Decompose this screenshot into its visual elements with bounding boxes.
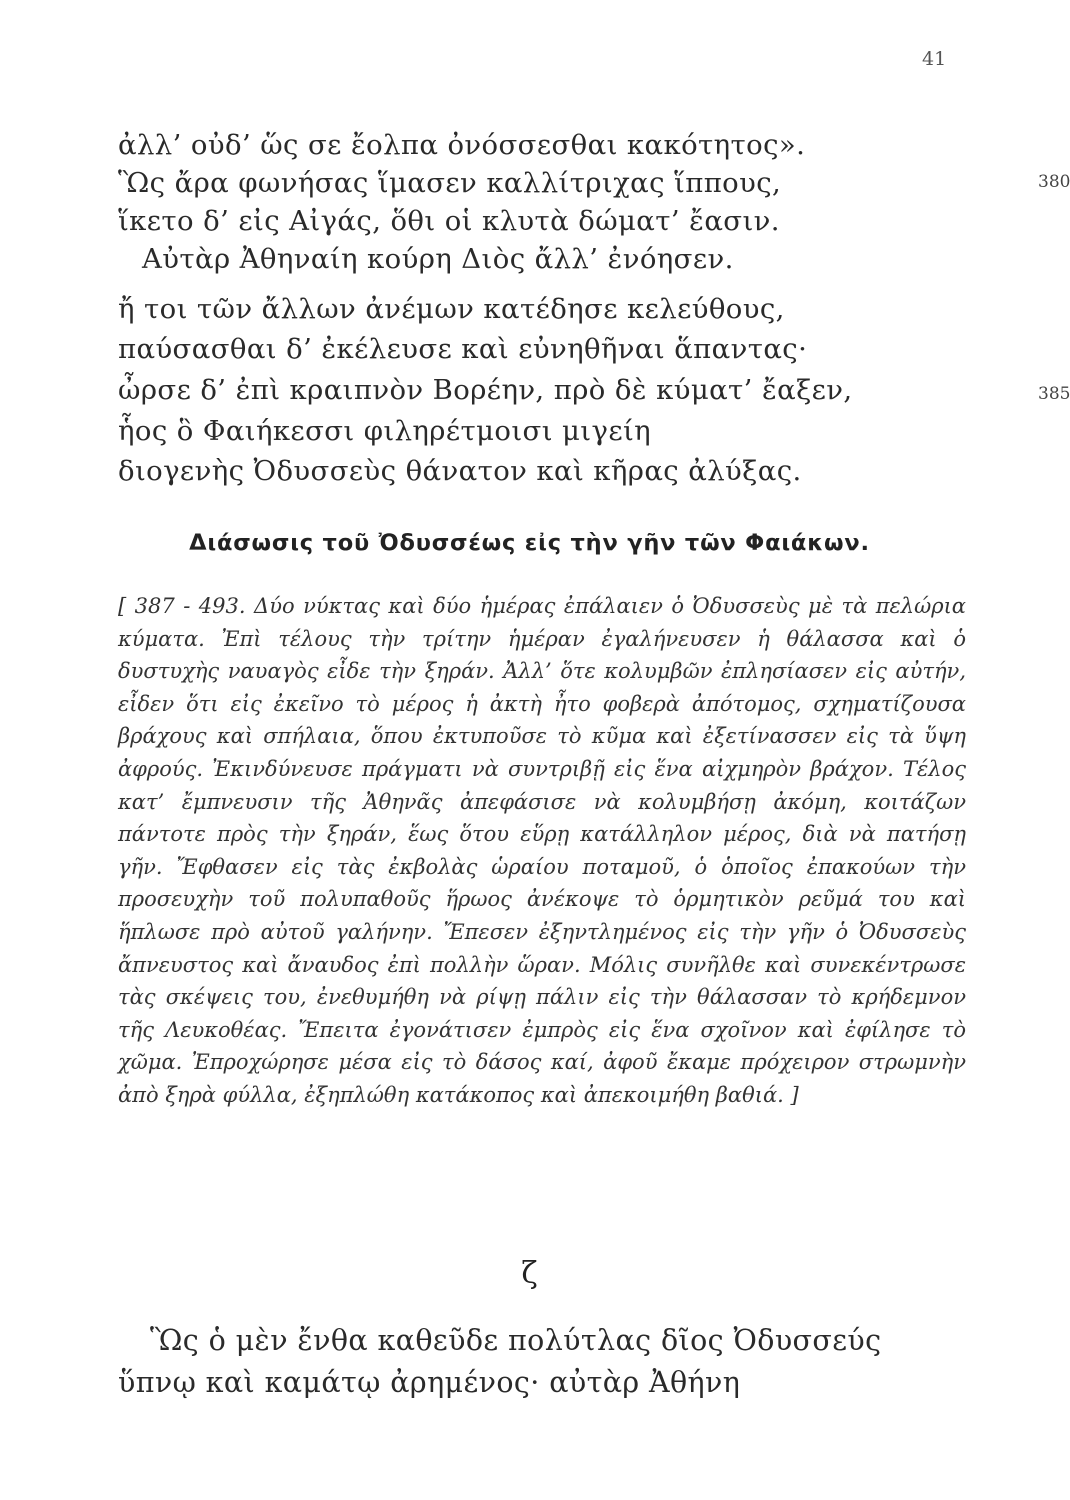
section-heading: Διάσωσις τοῦ Ὀδυσσέως εἰς τὴν γῆν τῶν Φαιάκων. bbox=[189, 530, 870, 556]
line-number: 380 bbox=[1038, 172, 1070, 192]
book-letter: ζ bbox=[521, 1256, 538, 1291]
verse-line: ἀλλ’ οὐδ’ ὥς σε ἔολπα ὀνόσσεσθαι κακότητος». bbox=[118, 129, 806, 161]
verse-line: ἤ τοι τῶν ἄλλων ἀνέμων κατέδησε κελεύθους, bbox=[118, 293, 785, 325]
verse-line: Ὣς ἄρα φωνήσας ἵμασεν καλλίτριχας ἵππους, bbox=[118, 167, 782, 199]
page-number: 41 bbox=[922, 48, 947, 70]
line-number: 385 bbox=[1038, 384, 1070, 404]
verse-line: ὦρσε δ’ ἐπὶ κραιπνὸν Βορέην, πρὸ δὲ κύματ’ ἔαξεν, bbox=[118, 374, 853, 406]
verse-line: διογενὴς Ὀδυσσεὺς θάνατον καὶ κῆρας ἀλύξας. bbox=[118, 455, 802, 487]
summary-paragraph: [ 387 - 493. Δύο νύκτας καὶ δύο ἡμέρας ἐπάλαιεν ὁ Ὀδυσσεὺς μὲ τὰ πελώρια κύματα. Ἐπὶ τέλους τὴν τρίτην ἡμέραν ἐγαλήνευσεν ἡ θάλασσα καὶ ὁ δυστυχὴς ναυαγὸς εἶδε τὴν ξηράν. Ἀλλ’ ὅτε κολυμβῶν ἐπλησίασεν εἰς αὐτήν, εἶδεν ὅτι εἰς ἐκεῖνο τὸ μέρος ἡ ἀκτὴ ἦτο φοβερὰ ἀπότομος, σχηματίζουσα βράχους καὶ σπήλαια, ὅπου ἐκτυποῦσε τὸ κῦμα καὶ ἐξετίνασσεν εἰς τὰ ὕψη ἀφρούς. Ἐκινδύνευσε πράγματι νὰ συντριβῇ εἰς ἕνα αἰχμηρὸν βράχον. Τέλος κατ’ ἔμπνευσιν τῆς Ἀθηνᾶς ἀπεφάσισε νὰ κολυμβήσῃ ἀκόμη, κοιτάζων πάντοτε πρὸς τὴν ξηράν, ἕως ὅτου εὕρῃ κατάλληλον μέρος, διὰ νὰ πατήσῃ γῆν. Ἔφθασεν εἰς τὰς ἐκβολὰς ὡραίου ποταμοῦ, ὁ ὁποῖος ἐπακούων τὴν προσευχὴν τοῦ πολυπαθοῦς ἥρωος ἀνέκοψε τὸ ὁρμητικὸν ρεῦμά του καὶ ἥπλωσε πρὸ αὐτοῦ γαλήνην. Ἔπεσεν ἐξηντλημένος εἰς τὴν γῆν ὁ Ὀδυσσεὺς ἄπνευστος καὶ ἄναυδος ἐπὶ πολλὴν ὥραν. Μόλις συνῆλθε καὶ συνεκέντρωσε τὰς σκέψεις του, ἐνεθυμήθη νὰ ρίψῃ πάλιν εἰς τὴν θάλασσαν τὸ κρήδεμνον τῆς Λευκοθέας. Ἔπειτα ἐγονάτισεν ἐμπρὸς εἰς ἕνα σχοῖνον καὶ ἐφίλησε τὸ χῶμα. Ἐπροχώρησε μέσα εἰς τὸ δάσος καί, ἀφοῦ ἔκαμε πρόχειρον στρωμνὴν ἀπὸ ξηρὰ φύλλα, ἐξηπλώθη κατάκοπος καὶ ἀπεκοιμήθη βαθιά. ] bbox=[118, 594, 966, 1107]
verse-line: παύσασθαι δ’ ἐκέλευσε καὶ εὐνηθῆναι ἅπαντας· bbox=[118, 333, 808, 365]
verse-line: Ὣς ὁ μὲν ἔνθα καθεῦδε πολύτλας δῖος Ὀδυσσεύς bbox=[150, 1324, 882, 1357]
verse-line: ὕπνῳ καὶ καμάτῳ ἀρημένος· αὐτὰρ Ἀθήνη bbox=[118, 1366, 741, 1399]
verse-line: ἵκετο δ’ εἰς Αἰγάς, ὅθι οἱ κλυτὰ δώματ’ ἔασιν. bbox=[118, 205, 780, 237]
verse-line: Αὐτὰρ Ἀθηναίη κούρη Διὸς ἄλλ’ ἐνόησεν. bbox=[142, 243, 734, 275]
verse-line: ἧος ὃ Φαιήκεσσι φιληρέτμοισι μιγείη bbox=[118, 415, 652, 447]
